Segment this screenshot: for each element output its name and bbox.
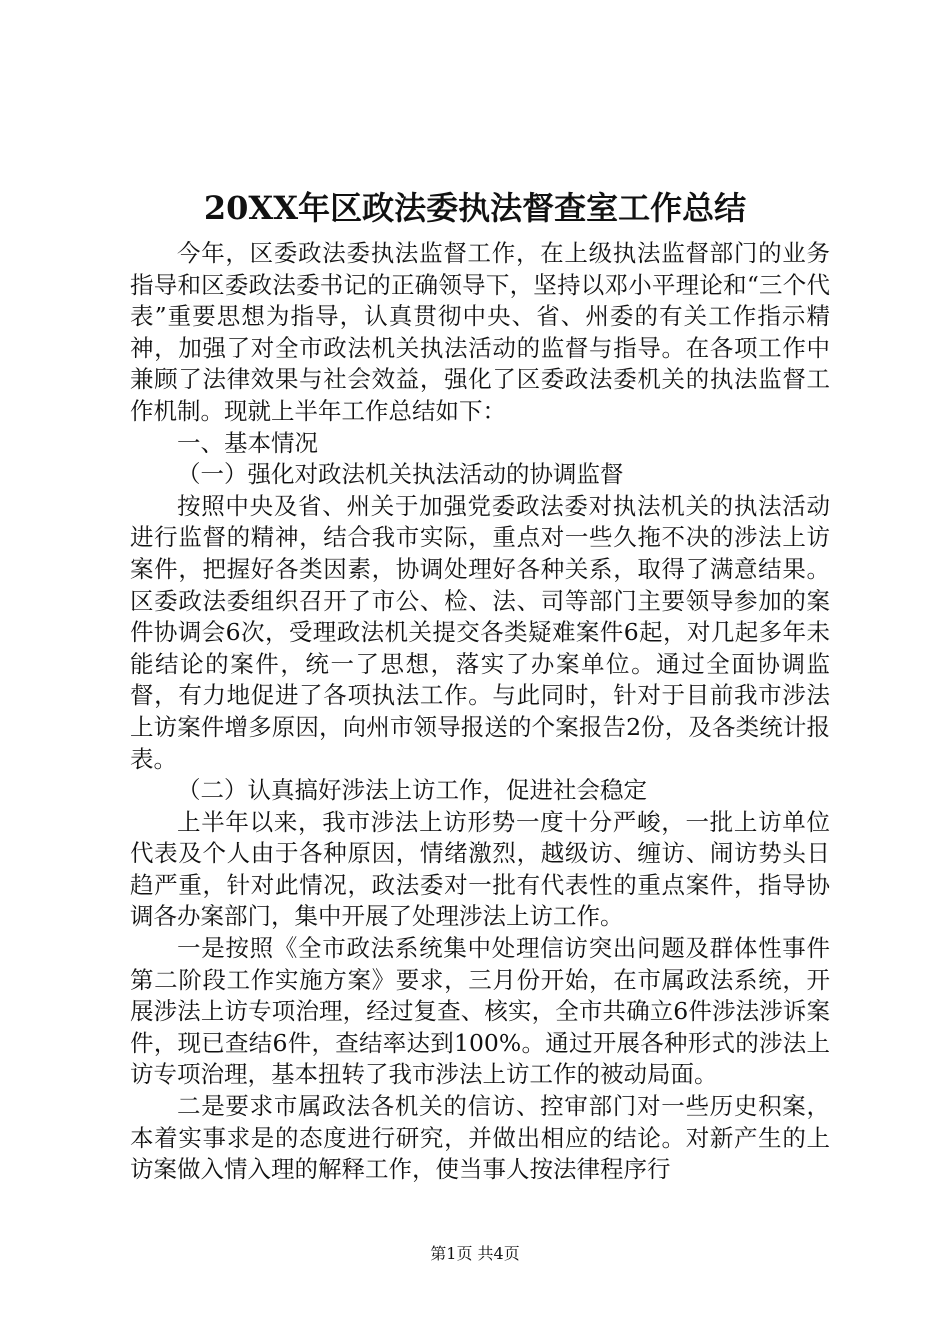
- paragraph-intro: 今年，区委政法委执法监督工作，在上级执法监督部门的业务指导和区委政法委书记的正确领导下，坚持以邓小平理论和“三个代表”重要思想为指导，认真贯彻中央、省、州委的有关工作指示精神，加强了对全市政法机关执法活动的监督与指导。在各项工作中兼顾了法律效果与社会效益，强化了区委政法委机关的执法监督工作机制。现就上半年工作总结如下：: [130, 239, 830, 425]
- paragraph-item-two: 二是要求市属政法各机关的信访、控审部门对一些历史积案，本着实事求是的态度进行研究，并做出相应的结论。对新产生的上访案做入情入理的解释工作，使当事人按法律程序行: [130, 1092, 830, 1184]
- paragraph-petition: 上半年以来，我市涉法上访形势一度十分严峻，一批上访单位代表及个人由于各种原因，情绪激烈，越级访、缠访、闹访势头日趋严重，针对此情况，政法委对一批有代表性的重点案件，指导协调各办案部门，集中开展了处理涉法上访工作。: [130, 807, 830, 931]
- subsection-heading-2: （二）认真搞好涉法上访工作，促进社会稳定: [177, 776, 647, 805]
- paragraph-item-one: 一是按照《全市政法系统集中处理信访突出问题及群体性事件第二阶段工作实施方案》要求，三月份开始，在市属政法系统，开展涉法上访专项治理，经过复查、核实，全市共确立6件涉法涉诉案件，现已查结6件，查结率达到100%。通过开展各种形式的涉法上访专项治理，基本扭转了我市涉法上访工作的被动局面。: [130, 934, 830, 1089]
- document-title: 20XX年区政法委执法督查室工作总结: [203, 189, 747, 227]
- document-body: [130, 238, 830, 1186]
- paragraph-coordination: 按照中央及省、州关于加强党委政法委对执法机关的执法活动进行监督的精神，结合我市实际，重点对一些久拖不决的涉法上访案件，把握好各类因素，协调处理好各种关系，取得了满意结果。区委政法委组织召开了市公、检、法、司等部门主要领导参加的案件协调会6次，受理政法机关提交各类疑难案件6起，对几起多年未能结论的案件，统一了思想，落实了办案单位。通过全面协调监督，有力地促进了各项执法工作。与此同时，针对于目前我市涉法上访案件增多原因，向州市领导报送的个案报告2份，及各类统计报表。: [130, 491, 830, 773]
- section-heading-basic: 一、基本情况: [177, 428, 318, 457]
- page-footer: 第1页 共4页: [430, 1244, 520, 1263]
- subsection-heading-1: （一）强化对政法机关执法活动的协调监督: [177, 460, 624, 489]
